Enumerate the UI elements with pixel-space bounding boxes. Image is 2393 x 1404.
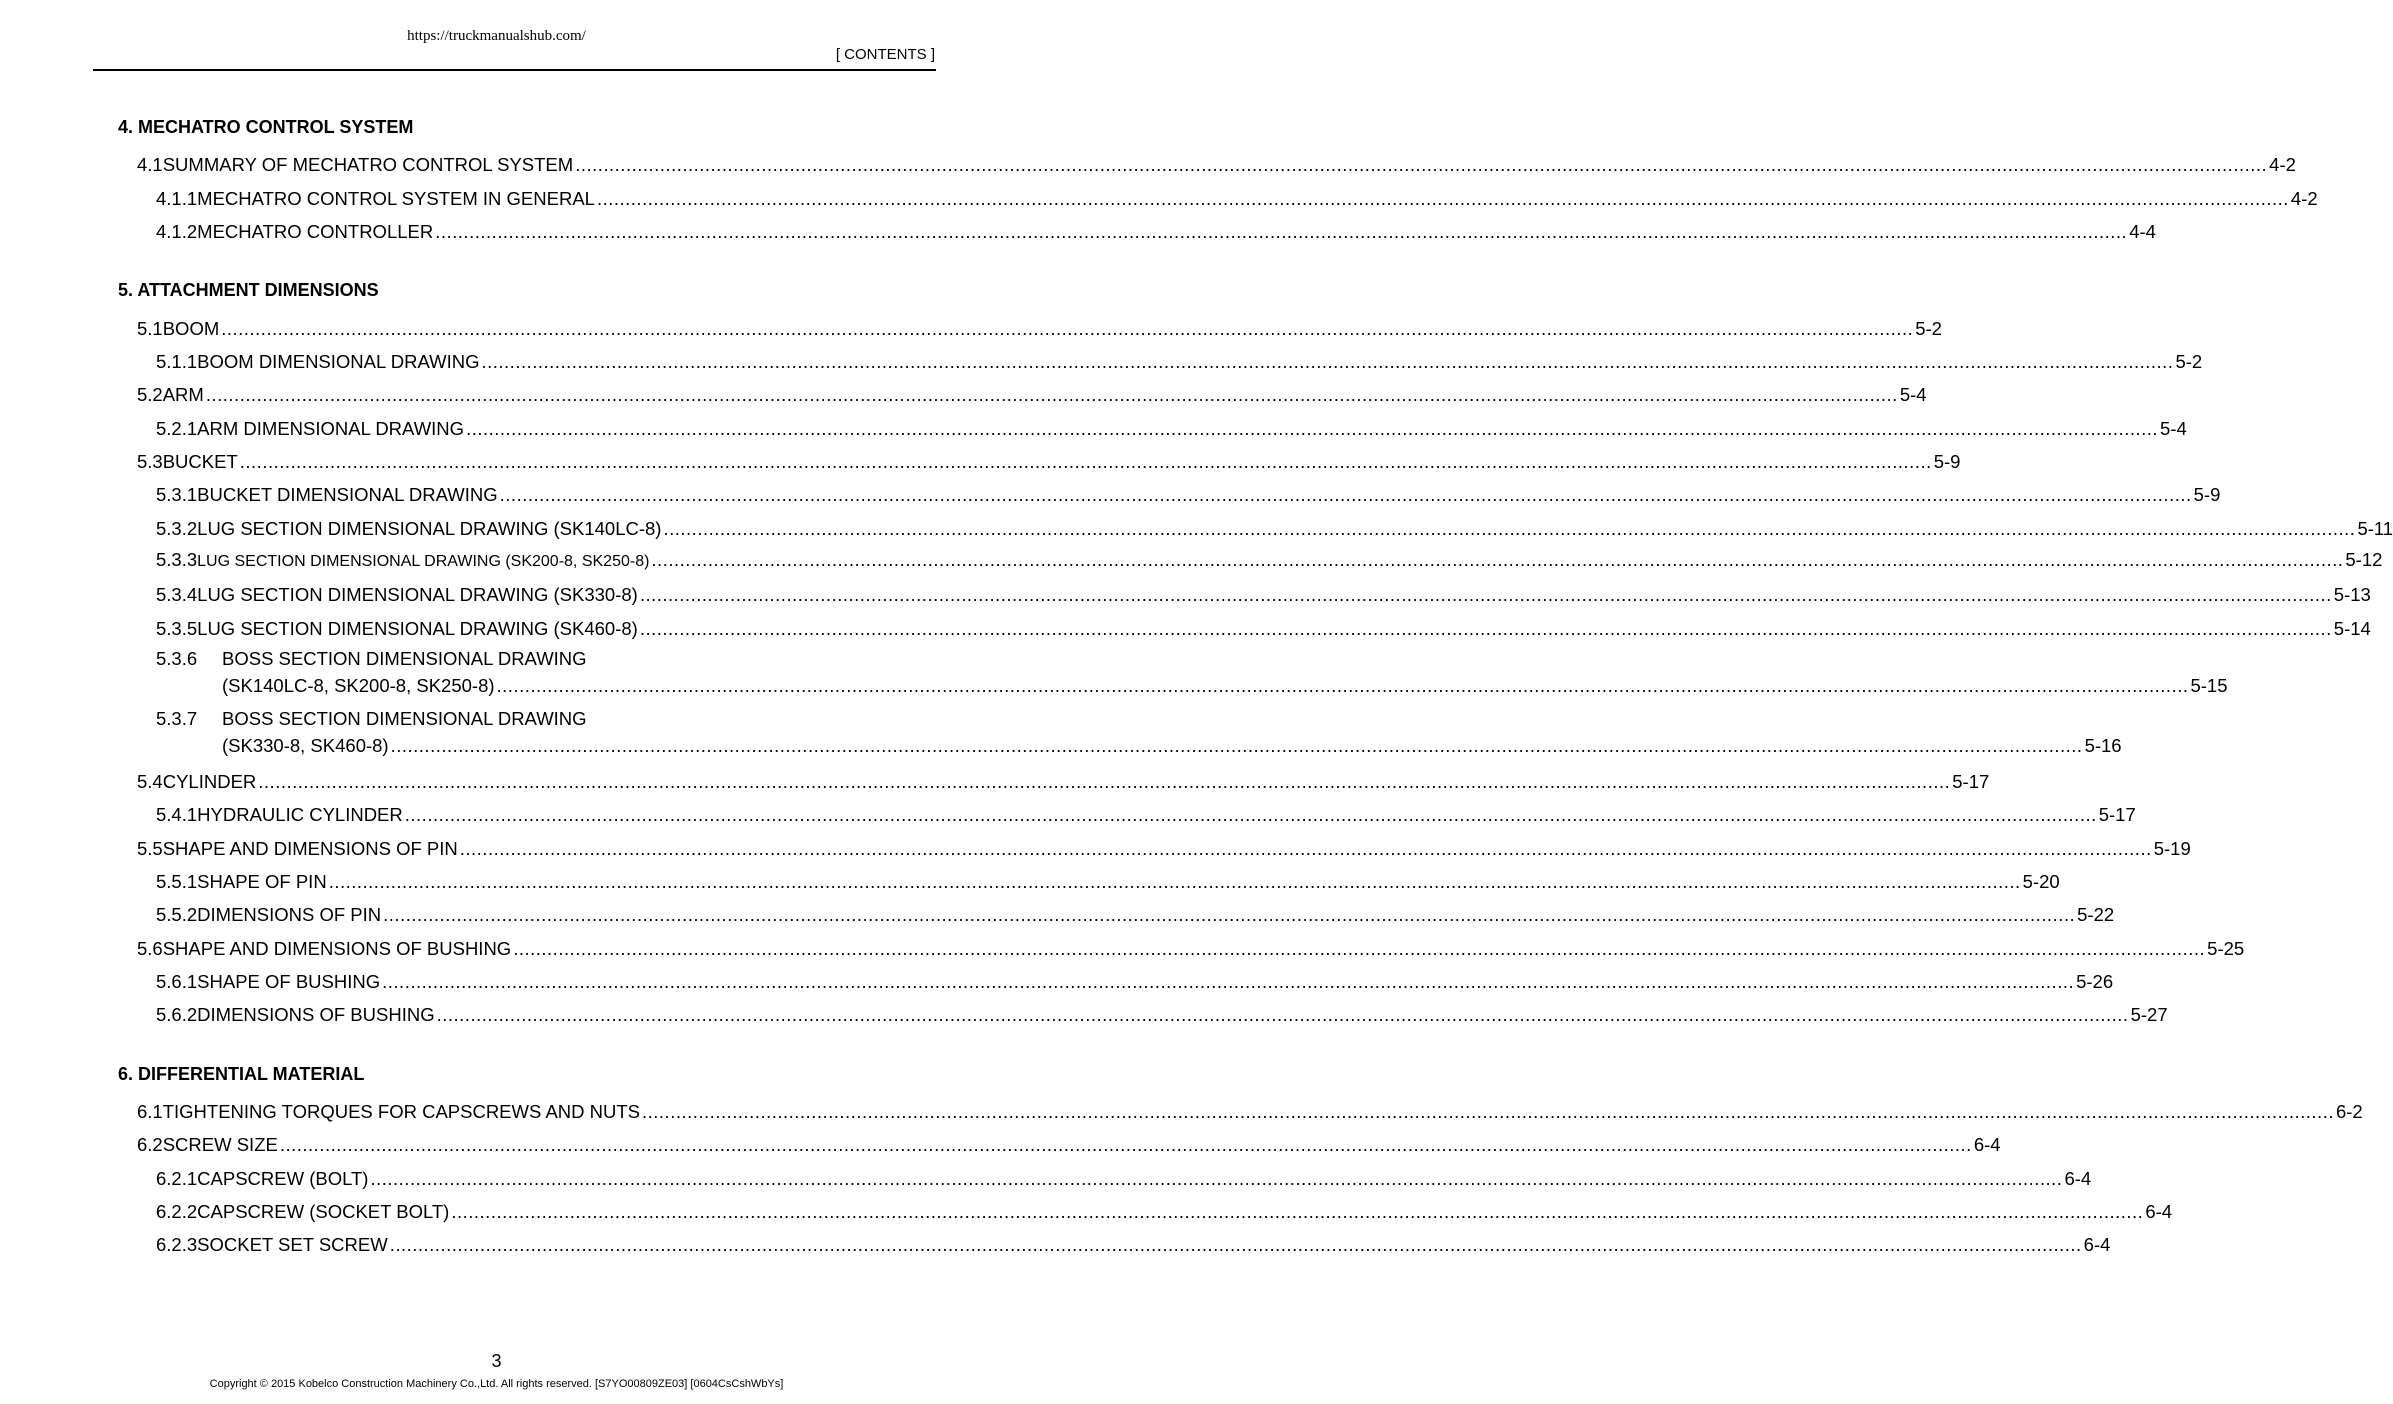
section-title-5: 5. ATTACHMENT DIMENSIONS — [118, 280, 379, 300]
toc-entry[interactable] — [156, 547, 2383, 573]
toc-leader-dots: ............................................................................................................................................................................................................................................................................................................ — [459, 838, 2152, 859]
toc-title: SHAPE AND DIMENSIONS OF PIN — [162, 838, 458, 859]
toc-title: LUG SECTION DIMENSIONAL DRAWING (SK330-8) — [197, 584, 638, 605]
toc-title: BOOM — [162, 318, 220, 339]
toc-page: 6-4 — [2064, 1168, 2092, 1189]
toc-title: SHAPE OF PIN — [197, 871, 327, 892]
toc-entry[interactable] — [137, 836, 2191, 862]
toc-leader-dots: ............................................................................................................................................................................................................................................................................................................ — [639, 584, 2332, 605]
toc-leader-dots: ............................................................................................................................................................................................................................................................................................................ — [651, 549, 2344, 570]
toc-leader-dots: ............................................................................................................................................................................................................................................................................................................ — [435, 221, 2128, 242]
toc-title: SUMMARY OF MECHATRO CONTROL SYSTEM — [162, 154, 574, 175]
toc-page: 5-2 — [2175, 351, 2203, 372]
toc-number: 5.1.1 — [156, 351, 198, 372]
toc-title-continued: (SK330-8, SK460-8) — [222, 735, 389, 756]
toc-leader-dots: ............................................................................................................................................................................................................................................................................................................ — [575, 154, 2268, 175]
toc-entry[interactable] — [156, 416, 2187, 442]
toc-leader-dots: ............................................................................................................................................................................................................................................................................................................ — [596, 188, 2289, 209]
toc-number: 6.2 — [137, 1134, 163, 1155]
toc-title: BOSS SECTION DIMENSIONAL DRAWING — [222, 708, 587, 729]
toc-leader-dots: ............................................................................................................................................................................................................................................................................................................ — [451, 1201, 2144, 1222]
toc-number: 5.3.3 — [156, 549, 198, 570]
toc-number: 6.2.1 — [156, 1168, 198, 1189]
toc-page: 5-17 — [2098, 804, 2136, 825]
toc-leader-dots: ............................................................................................................................................................................................................................................................................................................ — [466, 418, 2159, 439]
toc-title: LUG SECTION DIMENSIONAL DRAWING (SK460-8) — [197, 618, 638, 639]
toc-number: 5.5 — [137, 838, 163, 859]
toc-leader-dots: ............................................................................................................................................................................................................................................................................................................ — [496, 675, 2189, 696]
toc-leader-dots: ............................................................................................................................................................................................................................................................................................................ — [389, 1234, 2082, 1255]
toc-page: 5-19 — [2153, 838, 2191, 859]
toc-entry[interactable] — [156, 219, 2156, 245]
toc-entry[interactable] — [156, 646, 799, 672]
toc-title: SCREW SIZE — [162, 1134, 278, 1155]
toc-entry[interactable] — [156, 1199, 2173, 1225]
copyright-notice: Copyright © 2015 Kobelco Construction Machinery Co.,Ltd. All rights reserved. [S7YO00809ZE03] [0604CsCshWbYs] — [209, 1378, 784, 1390]
toc-title: SHAPE AND DIMENSIONS OF BUSHING — [162, 938, 512, 959]
toc-title: SHAPE OF BUSHING — [197, 971, 381, 992]
source-url: https://truckmanualshub.com/ — [407, 28, 586, 44]
toc-number: 5.3.4 — [156, 584, 198, 605]
toc-page: 5-27 — [2130, 1004, 2168, 1025]
toc-entry[interactable] — [156, 186, 2318, 212]
toc-page: 5-13 — [2333, 584, 2371, 605]
toc-entry-continuation[interactable] — [222, 733, 2122, 759]
toc-leader-dots: ............................................................................................................................................................................................................................................................................................................ — [370, 1168, 2063, 1189]
toc-page: 4-2 — [2269, 154, 2296, 175]
toc-number: 5.3.7 — [156, 708, 198, 729]
toc-entry[interactable] — [156, 969, 2114, 995]
toc-leader-dots: ............................................................................................................................................................................................................................................................................................................ — [328, 871, 2021, 892]
header-rule — [93, 69, 936, 71]
toc-entry[interactable] — [137, 382, 1927, 408]
toc-page: 5-11 — [2357, 518, 2393, 539]
toc-page: 6-4 — [2145, 1201, 2173, 1222]
toc-number: 4.1.1 — [156, 188, 198, 209]
toc-title: ARM DIMENSIONAL DRAWING — [197, 418, 465, 439]
page-number: 3 — [491, 1351, 502, 1371]
toc-leader-dots: ............................................................................................................................................................................................................................................................................................................ — [639, 618, 2332, 639]
toc-title: LUG SECTION DIMENSIONAL DRAWING (SK200-8, SK250-8) — [197, 553, 650, 570]
toc-number: 4.1 — [137, 154, 163, 175]
toc-number: 6.2.2 — [156, 1201, 198, 1222]
toc-entry[interactable] — [156, 616, 2371, 642]
toc-leader-dots: ............................................................................................................................................................................................................................................................................................................ — [258, 771, 1951, 792]
toc-page: 5-20 — [2022, 871, 2060, 892]
toc-entry[interactable] — [137, 936, 2245, 962]
contents-label: [ CONTENTS ] — [835, 46, 935, 63]
toc-title: MECHATRO CONTROL SYSTEM IN GENERAL — [197, 188, 595, 209]
toc-page: 6-2 — [2335, 1101, 2363, 1122]
toc-title: SOCKET SET SCREW — [197, 1234, 388, 1255]
toc-number: 5.3.2 — [156, 518, 198, 539]
toc-leader-dots: ............................................................................................................................................................................................................................................................................................................ — [436, 1004, 2129, 1025]
toc-title: LUG SECTION DIMENSIONAL DRAWING (SK140LC-8) — [197, 518, 662, 539]
toc-page: 6-4 — [1973, 1134, 2001, 1155]
toc-page: 5-9 — [1933, 451, 1961, 472]
toc-title: BOOM DIMENSIONAL DRAWING — [197, 351, 480, 372]
toc-number: 6.1 — [137, 1101, 163, 1122]
toc-number: 5.5.2 — [156, 904, 198, 925]
toc-entry[interactable] — [137, 316, 1942, 342]
toc-page: 5-4 — [1899, 384, 1927, 405]
toc-title: DIMENSIONS OF PIN — [197, 904, 382, 925]
section-title-6: 6. DIFFERENTIAL MATERIAL — [118, 1064, 365, 1084]
toc-page: 5-2 — [1915, 318, 1942, 339]
toc-title: HYDRAULIC CYLINDER — [197, 804, 403, 825]
toc-page: 5-22 — [2077, 904, 2115, 925]
toc-leader-dots: ............................................................................................................................................................................................................................................................................................................ — [382, 971, 2075, 992]
toc-leader-dots: ............................................................................................................................................................................................................................................................................................................ — [513, 938, 2206, 959]
toc-title: BUCKET — [162, 451, 238, 472]
toc-entry[interactable] — [137, 449, 1961, 475]
toc-title: CYLINDER — [162, 771, 257, 792]
toc-number: 5.5.1 — [156, 871, 198, 892]
toc-number: 5.3 — [137, 451, 163, 472]
toc-title: MECHATRO CONTROLLER — [197, 221, 434, 242]
toc-title: BOSS SECTION DIMENSIONAL DRAWING — [222, 648, 587, 669]
toc-entry[interactable] — [156, 902, 2115, 928]
toc-entry[interactable] — [137, 152, 2296, 178]
toc-leader-dots: ............................................................................................................................................................................................................................................................................................................ — [239, 451, 1932, 472]
toc-entry[interactable] — [156, 582, 2371, 608]
toc-entry[interactable] — [137, 1099, 2363, 1125]
toc-number: 5.3.5 — [156, 618, 198, 639]
toc-number: 5.1 — [137, 318, 163, 339]
toc-title: ARM — [162, 384, 204, 405]
toc-entry[interactable] — [156, 706, 799, 732]
toc-number: 5.3.6 — [156, 648, 198, 669]
toc-page: 5-26 — [2076, 971, 2114, 992]
toc-number: 5.6.1 — [156, 971, 198, 992]
toc-number: 5.6.2 — [156, 1004, 198, 1025]
toc-page: 5-14 — [2333, 618, 2371, 639]
toc-entry-continuation[interactable] — [222, 673, 2228, 699]
toc-title-continued: (SK140LC-8, SK200-8, SK250-8) — [222, 675, 495, 696]
toc-title: TIGHTENING TORQUES FOR CAPSCREWS AND NUTS — [162, 1101, 640, 1122]
toc-entry[interactable] — [156, 1232, 2111, 1258]
toc-number: 6.2.3 — [156, 1234, 198, 1255]
toc-number: 5.2 — [137, 384, 163, 405]
toc-entry[interactable] — [156, 482, 2221, 508]
toc-number: 5.3.1 — [156, 484, 198, 505]
toc-page: 5-17 — [1952, 771, 1990, 792]
toc-title: DIMENSIONS OF BUSHING — [197, 1004, 435, 1025]
toc-page: 5-4 — [2160, 418, 2187, 439]
toc-page: 6-4 — [2083, 1234, 2111, 1255]
toc-number: 5.6 — [137, 938, 163, 959]
toc-page: 5-12 — [2345, 549, 2383, 570]
toc-page: 4-4 — [2129, 221, 2156, 242]
toc-entry[interactable] — [156, 1166, 2092, 1192]
toc-page: 5-9 — [2193, 484, 2221, 505]
toc-leader-dots: ............................................................................................................................................................................................................................................................................................................ — [205, 384, 1898, 405]
toc-leader-dots: ............................................................................................................................................................................................................................................................................................................ — [279, 1134, 1972, 1155]
toc-page: 5-16 — [2084, 735, 2122, 756]
toc-page: 5-25 — [2207, 938, 2245, 959]
toc-number: 5.2.1 — [156, 418, 198, 439]
toc-leader-dots: ............................................................................................................................................................................................................................................................................................................ — [642, 1101, 2334, 1122]
toc-page: 4-2 — [2290, 188, 2318, 209]
toc-entry[interactable] — [156, 516, 2393, 542]
toc-leader-dots: ............................................................................................................................................................................................................................................................................................................ — [481, 351, 2174, 372]
toc-title: CAPSCREW (SOCKET BOLT) — [197, 1201, 450, 1222]
toc-number: 4.1.2 — [156, 221, 198, 242]
toc-entry[interactable] — [156, 1002, 2168, 1028]
toc-leader-dots: ............................................................................................................................................................................................................................................................................................................ — [499, 484, 2192, 505]
toc-title: BUCKET DIMENSIONAL DRAWING — [197, 484, 498, 505]
toc-leader-dots: ............................................................................................................................................................................................................................................................................................................ — [390, 735, 2083, 756]
section-title-4: 4. MECHATRO CONTROL SYSTEM — [118, 117, 414, 137]
toc-number: 5.4 — [137, 771, 163, 792]
toc-entry[interactable] — [156, 802, 2136, 828]
toc-leader-dots: ............................................................................................................................................................................................................................................................................................................ — [663, 518, 2356, 539]
toc-entry[interactable] — [137, 1132, 2001, 1158]
toc-number: 5.4.1 — [156, 804, 198, 825]
toc-entry[interactable] — [137, 769, 1990, 795]
toc-entry[interactable] — [156, 349, 2203, 375]
toc-page: 5-15 — [2190, 675, 2228, 696]
toc-leader-dots: ............................................................................................................................................................................................................................................................................................................ — [221, 318, 1914, 339]
toc-leader-dots: ............................................................................................................................................................................................................................................................................................................ — [404, 804, 2097, 825]
toc-leader-dots: ............................................................................................................................................................................................................................................................................................................ — [383, 904, 2076, 925]
toc-entry[interactable] — [156, 869, 2060, 895]
toc-title: CAPSCREW (BOLT) — [197, 1168, 369, 1189]
